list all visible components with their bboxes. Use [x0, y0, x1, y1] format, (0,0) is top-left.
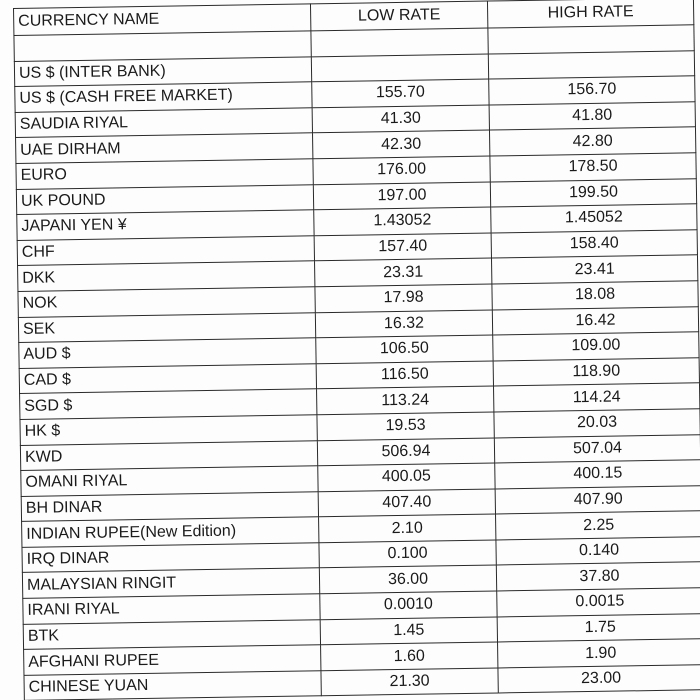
currency-rate-table [13, 0, 700, 700]
low-rate-cell: 2.10 [319, 514, 496, 542]
currency-name-cell: AUD $ [19, 338, 316, 368]
currency-name-cell: DKK [18, 261, 315, 291]
low-rate-cell: 17.98 [315, 284, 492, 312]
high-rate-cell: 41.80 [489, 102, 695, 131]
currency-name-cell: SEK [18, 312, 315, 342]
header-low-rate: LOW RATE [310, 1, 487, 31]
currency-name-cell: KWD [20, 440, 317, 470]
blank-cell [488, 25, 694, 54]
currency-name-cell: SAUDIA RIYAL [15, 108, 312, 138]
high-rate-cell: 507.04 [494, 434, 700, 463]
currency-name-cell: UK POUND [16, 184, 313, 214]
low-rate-cell: 506.94 [317, 437, 494, 465]
low-rate-cell: 157.40 [314, 233, 491, 261]
high-rate-cell: 118.90 [493, 357, 699, 386]
high-rate-cell: 18.08 [492, 281, 698, 310]
high-rate-cell: 0.0015 [497, 588, 700, 617]
high-rate-cell: 1.90 [498, 639, 700, 668]
currency-name-cell: IRQ DINAR [22, 543, 319, 573]
low-rate-cell: 1.45 [320, 617, 497, 645]
low-rate-cell: 106.50 [316, 335, 493, 363]
high-rate-cell: 156.70 [489, 76, 695, 105]
high-rate-cell: 16.42 [492, 306, 698, 335]
currency-name-cell: CHF [17, 236, 314, 266]
low-rate-cell: 407.40 [318, 489, 495, 517]
low-rate-cell: 23.31 [315, 258, 492, 286]
low-rate-cell: 19.53 [317, 412, 494, 440]
high-rate-cell: 23.41 [491, 255, 697, 284]
high-rate-cell: 0.140 [496, 537, 700, 566]
rate-sheet [13, 0, 700, 700]
high-rate-cell: 37.80 [496, 562, 700, 591]
high-rate-cell [488, 50, 694, 79]
low-rate-cell: 176.00 [313, 156, 490, 184]
header-high-rate: HIGH RATE [487, 0, 693, 28]
low-rate-cell: 113.24 [317, 386, 494, 414]
currency-name-cell: HK $ [20, 415, 317, 445]
currency-name-cell: INDIAN RUPEE(New Edition) [22, 517, 319, 547]
low-rate-cell: 21.30 [321, 668, 498, 696]
high-rate-cell: 1.75 [497, 613, 700, 642]
low-rate-cell: 0.0010 [320, 591, 497, 619]
currency-name-cell: UAE DIRHAM [16, 133, 313, 163]
table-body [14, 25, 700, 700]
high-rate-cell: 178.50 [490, 153, 696, 182]
low-rate-cell: 0.100 [319, 540, 496, 568]
low-rate-cell: 155.70 [312, 79, 489, 107]
high-rate-cell: 400.15 [495, 460, 700, 489]
blank-cell [311, 28, 488, 56]
low-rate-cell: 400.05 [318, 463, 495, 491]
high-rate-cell: 20.03 [494, 409, 700, 438]
high-rate-cell: 407.90 [495, 485, 700, 514]
low-rate-cell: 36.00 [319, 565, 496, 593]
low-rate-cell: 1.43052 [314, 207, 491, 235]
high-rate-cell: 23.00 [498, 665, 700, 694]
low-rate-cell: 42.30 [313, 130, 490, 158]
currency-name-cell: BTK [23, 619, 320, 649]
header-currency-name: CURRENCY NAME [14, 4, 311, 36]
high-rate-cell: 42.80 [489, 127, 695, 156]
currency-name-cell: US $ (INTER BANK) [14, 56, 311, 86]
low-rate-cell: 16.32 [315, 310, 492, 338]
low-rate-cell: 41.30 [312, 105, 489, 133]
low-rate-cell: 1.60 [321, 642, 498, 670]
high-rate-cell: 2.25 [496, 511, 700, 540]
high-rate-cell: 199.50 [490, 178, 696, 207]
currency-name-cell: NOK [18, 287, 315, 317]
high-rate-cell: 114.24 [494, 383, 700, 412]
currency-name-cell: CHINESE YUAN [24, 671, 321, 700]
high-rate-cell: 109.00 [493, 332, 699, 361]
currency-name-cell: SGD $ [20, 389, 317, 419]
currency-name-cell: JAPANI YEN ¥ [17, 210, 314, 240]
currency-name-cell: BH DINAR [21, 491, 318, 521]
low-rate-cell: 197.00 [313, 182, 490, 210]
currency-name-cell: US $ (CASH FREE MARKET) [15, 82, 312, 112]
currency-name-cell: AFGHANI RUPEE [24, 645, 321, 675]
low-rate-cell: 116.50 [316, 361, 493, 389]
currency-name-cell: IRANI RIYAL [23, 594, 320, 624]
high-rate-cell: 158.40 [491, 230, 697, 259]
high-rate-cell: 1.45052 [491, 204, 697, 233]
low-rate-cell [311, 54, 488, 82]
currency-name-cell: OMANI RIYAL [21, 466, 318, 496]
currency-name-cell: CAD $ [19, 364, 316, 394]
currency-name-cell: MALAYSIAN RINGIT [22, 568, 319, 598]
currency-name-cell: EURO [16, 159, 313, 189]
